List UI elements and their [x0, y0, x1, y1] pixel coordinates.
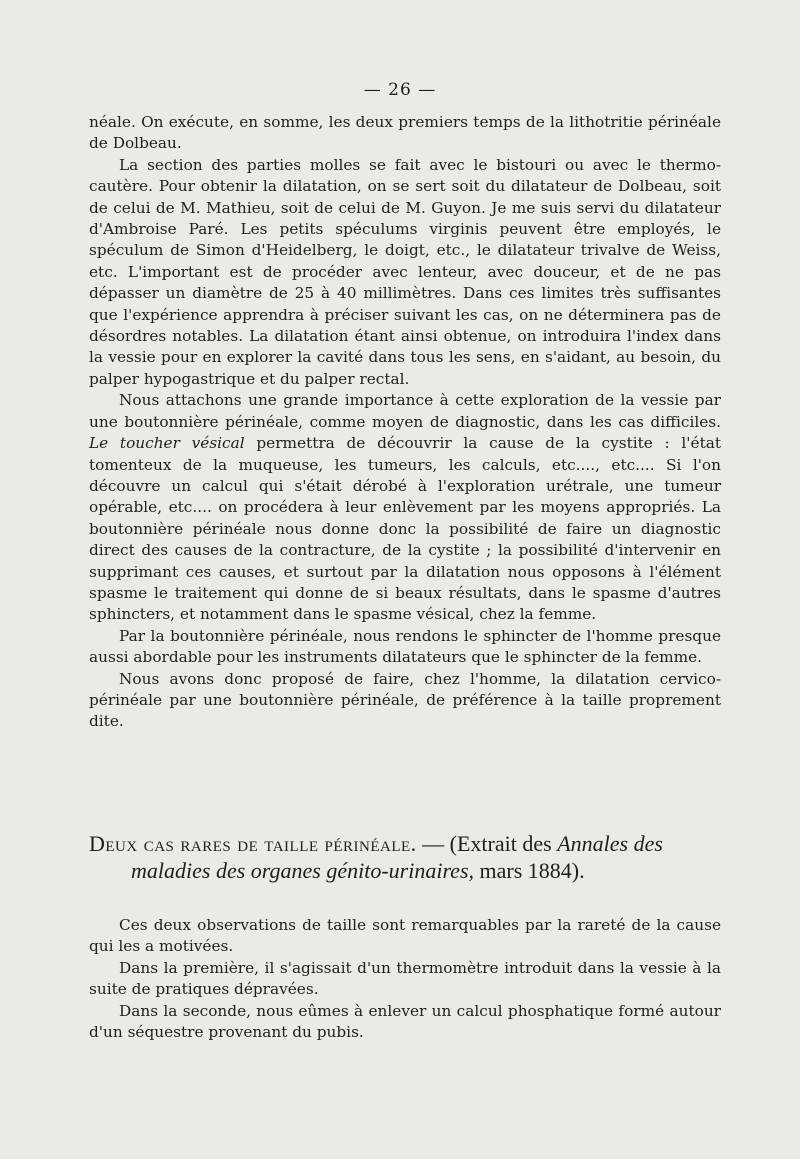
heading-journal-part2: maladies des organes génito-urinaires, [131, 858, 475, 883]
section-heading [89, 830, 729, 884]
paragraph-proposal: Nous avons donc proposé de faire, chez l'homme, la dilatation cervico-périnéale par une boutonnière périnéale, de préférence à la taille proprement dite. [89, 669, 721, 731]
toucher-vesical-term: Le toucher vésical [89, 434, 245, 453]
page-number: — 26 — [363, 80, 437, 100]
heading-line-2 [89, 857, 729, 884]
main-text [89, 112, 721, 733]
section-paragraph-3: Dans la seconde, nous eûmes à enlever un calcul phosphatique formé autour d'un séquestre provenant du pubis. [89, 1001, 721, 1042]
paragraph-section-dilatation: La section des parties molles se fait avec le bistouri ou avec le thermo-cautère. Pour obtenir la dilatation, on se sert soit du dilatateur de Dolbeau, soit de celui de M. Mathieu, soit de celui de M. Guyon. Je me suis servi du dilatateur d'Ambroise Paré. Les petits spéculums virginis peuvent être employés, le spéculum de Simon d'Heidelberg, le doigt, etc., le dilatateur trivalve de Weiss, etc. L'important est de procéder avec lenteur, avec douceur, et de ne pas dépasser un diamètre de 25 à 40 millimètres. Dans ces limites très suffisantes que l'expérience apprendra à préciser suivant les cas, on ne déterminera pas de désordres notables. La dilatation étant ainsi obtenue, on introduira l'index dans la vessie pour en explorer la cavité dans tous les sens, en s'aidant, au besoin, du palper hypogastrique et du palper rectal. [89, 155, 721, 388]
heading-line-1 [89, 830, 729, 857]
paragraph-exploration-text-1: Nous attachons une grande importance à cette exploration de la vessie par une boutonnière périnéale, comme moyen de diagnostic, dans les cas difficiles. [89, 391, 721, 431]
paragraph-exploration [89, 390, 721, 625]
section-paragraph-2: Dans la première, il s'agissait d'un thermomètre introduit dans la vessie à la suite de pratiques dépravées. [89, 958, 721, 999]
heading-title: Deux cas rares de taille périnéale. [89, 831, 417, 856]
paragraph-exploration-text-2: permettra de découvrir la cause de la cystite : l'état tomenteux de la muqueuse, les tumeurs, les calculs, etc...., etc.... Si l'on découvre un calcul qui s'était dérobé à l'exploration urétrale, une tumeur opérable, etc.... on procédera à leur enlèvement par les moyens appropriés. La boutonnière périnéale nous donne donc la possibilité de faire un diagnostic direct des causes de la contracture, de la cystite ; la possibilité d'intervenir en supprimant ces causes, et surtout par la dilatation nous opposons à l'élément spasme le traitement qui donne de si beaux résultats, dans le spasme d'autres sphincters, et notamment dans le spasme vésical, chez la femme. [89, 434, 721, 624]
paragraph-continuation: néale. On exécute, en somme, les deux premiers temps de la lithotritie périnéale de Dolbeau. [89, 113, 721, 153]
paragraph-boutonniere: Par la boutonnière périnéale, nous rendons le sphincter de l'homme presque aussi abordable pour les instruments dilatateurs que le sphincter de la femme. [89, 626, 721, 667]
heading-extract: — (Extrait des [422, 831, 552, 856]
heading-journal-part1: Annales des [557, 831, 663, 856]
section-paragraph-1: Ces deux observations de taille sont remarquables par la rareté de la cause qui les a motivées. [89, 916, 721, 956]
section-text [89, 915, 721, 1043]
heading-date: mars 1884). [479, 858, 585, 883]
